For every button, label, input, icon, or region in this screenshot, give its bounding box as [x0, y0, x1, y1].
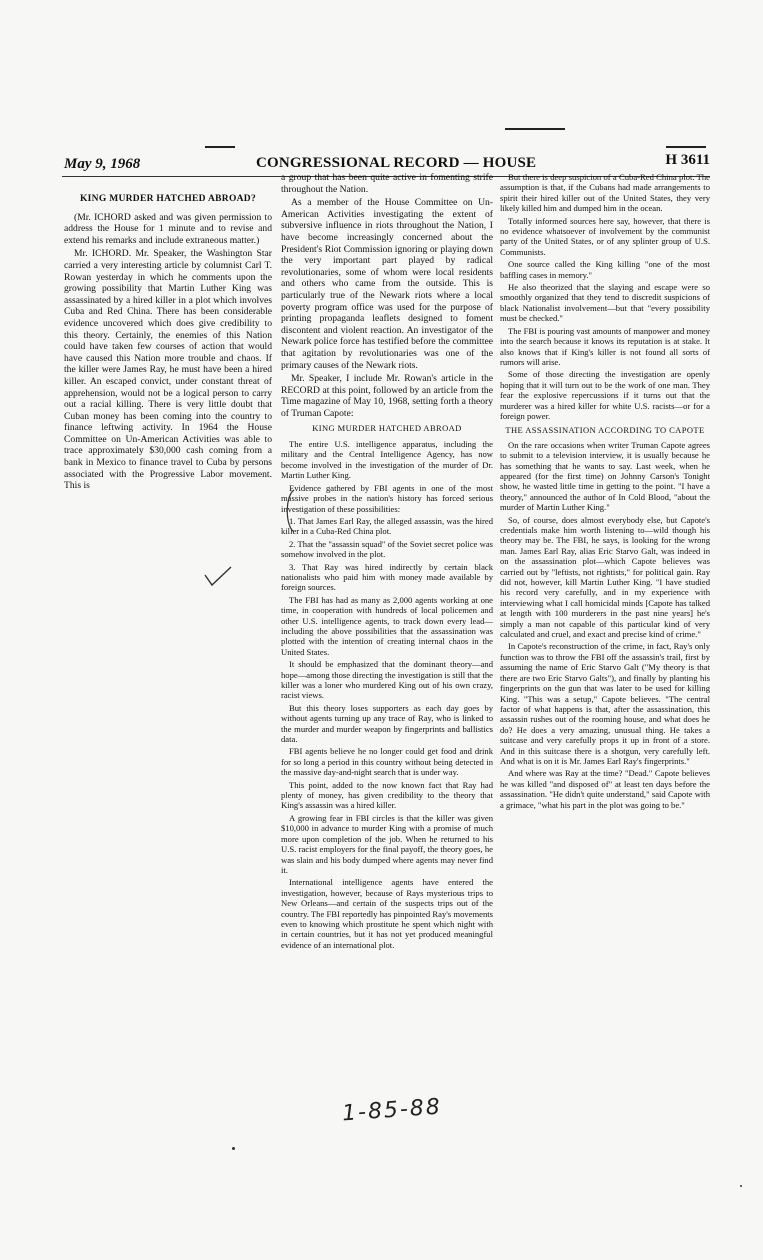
paragraph: He also theorized that the slaying and escape were so smoothly organized that they tend to discredit suspicions of black Nationalist involvement—but that "every possibility must be checked." [500, 282, 710, 324]
quote-paragraph: The entire U.S. intelligence apparatus, including the military and the Central Intelligence Agency, has now become involved in the investigation of the murder of Dr. Martin Luther King. [281, 439, 493, 481]
quote-paragraph: It should be emphasized that the dominant theory—and hope—among those directing the investigation is still that the killer was a loner who murdered King out of his own crazy, racist views. [281, 659, 493, 701]
paragraph: One source called the King killing "one of the most baffling cases in memory." [500, 259, 710, 280]
paragraph: a group that has been quite active in fomenting strife throughout the Nation. [281, 172, 493, 195]
top-rule [505, 128, 565, 130]
article-heading: KING MURDER HATCHED ABROAD? [79, 194, 257, 204]
handwritten-bracket-icon [282, 488, 296, 534]
paragraph: The FBI is pouring vast amounts of manpower and money into the search because it knows its reputation is at stake. It also knows that if King's killer is not found all sorts of rumors will arise. [500, 325, 710, 367]
top-rule [205, 146, 235, 148]
quote-paragraph: This point, added to the now known fact that Ray had plenty of money, has given credibility to the theory that King's assassin was a hired killer. [281, 779, 493, 811]
header-date: May 9, 1968 [64, 156, 141, 172]
paragraph: Some of those directing the investigation are openly hoping that it will turn out to be the work of one man. They fear the explosive repercussions if it turns out that the murderer was a hired killer for white U.S. racists—or for a foreign power. [500, 369, 710, 421]
quote-paragraph: A growing fear in FBI circles is that the killer was given $10,000 in advance to murder King with a promise of much more upon completion of the job. When he returned to his U.S. racist employers for the final payoff, the theory goes, he was slain and his body dumped where agents may never find it. [281, 812, 493, 875]
quote-paragraph: The FBI has had as many as 2,000 agents working at one time, in cooperation with hundreds of local policemen and other U.S. intelligence agents, to track down every lead—including the above possibilities that the assassination was plotted with the intention of creating internal chaos in the United States. [281, 594, 493, 657]
quoted-article [281, 439, 493, 950]
column-2 [281, 172, 493, 952]
quote-paragraph: International intelligence agents have entered the investigation, however, because of Rays mysterious trips to New Orleans—and certain of the suspects trips out of the country. The FBI reportedly has pinpointed Ray's movements even to knowing which prostitute he spent which night with in certain countries, but it has not yet produced meaningful evidence of an international plot. [281, 877, 493, 950]
paragraph: (Mr. ICHORD asked and was given permission to address the House for 1 minute and to revise and extend his remarks and include extraneous matter.) [64, 211, 272, 246]
quote-paragraph: But this theory loses supporters as each day goes by without agents turning up any trace of Ray, who is linked to the murder and murder weapon by fingerprints and ballistics data. [281, 702, 493, 745]
column-1 [64, 180, 272, 494]
quote-paragraph: On the rare occasions when writer Truman Capote agrees to submit to a television interview, it is usually because he has something that he wants to say. Last week, when he appeared (for the first time) on Johnny Carson's Tonight show, he wasted little time in getting to the point. "I have a theory," announced the author of In Cold Blood, "about the murder of Martin Luther King." [500, 439, 710, 513]
quote-paragraph: 3. That Ray was hired indirectly by certain black nationalists who paid him with money made available by foreign sources. [281, 561, 493, 593]
quoted-article-heading: KING MURDER HATCHED ABROAD [312, 423, 462, 434]
quote-paragraph: 1. That James Earl Ray, the alleged assassin, was the hired killer in a Cuba-Red China plot. [281, 515, 493, 537]
quote-paragraph: 2. That the "assassin squad" of the Soviet secret police was somehow involved in the plot. [281, 538, 493, 560]
quote-paragraph: In Capote's reconstruction of the crime, in fact, Ray's only function was to throw the FBI off the assassin's trail, first by assuming the name of Eric Starvo Galt ("My theory is that there are two Eric Starvo Galts"), and finally by planting his fingerprints on the gun that was later to be used for killing King. "This was a setup," Capote believes. "The central factor of what happens is that, after the assassination, this assassin rushes out of the rooming house, and what does he do? He does a very amazing, unusual thing. He takes a suitcase and very carefully props it up in front of a store. And in this suitcase there is a shotgun, very carefully left. And what is on it is Mr. James Earl Ray's fingerprints." [500, 641, 710, 766]
quoted-article-heading: THE ASSASSINATION ACCORDING TO CAPOTE [505, 425, 705, 436]
header-page-number: H 3611 [665, 152, 710, 168]
paragraph: Totally informed sources here say, however, that there is no evidence whatsoever of involvement by the communist party of the United States, or of any splinter group of U.S. Communists. [500, 215, 710, 257]
paragraph: Mr. Speaker, I include Mr. Rowan's article in the RECORD at this point, followed by an article from the Time magazine of May 10, 1968, setting forth a theory of Truman Capote: [281, 373, 493, 419]
paragraph: But there is deep suspicion of a Cuba-Red China plot. The assumption is that, if the Cubans had made arrangements to spirit their hired killer out of the United States, they very likely killed him and dumped him in the ocean. [500, 172, 710, 214]
quote-paragraph: Evidence gathered by FBI agents in one of the most massive probes in the nation's history has forced serious investigation of these possibilities: [281, 482, 493, 514]
paragraph: As a member of the House Committee on Un-American Activities investigating the extent of subversive influence in riots throughout the Nation, I have become increasingly concerned about the President's Riot Commission ignoring or playing down the very important part played by radical revolutionaries, some of whom were local residents and others who came from the outside. This is particularly true of the Newark riots where a local poverty program office was used for the purpose of printing propaganda leaflets designed to foment discontent and violent reaction. An investigator of the Newark police force has testified before the committee that agitation by revolutionaries was one of the primary causes of the Newark riots. [281, 197, 493, 371]
quote-paragraph: So, of course, does almost everybody else, but Capote's credentials make him worth listening to—wild though his theory may be. The FBI, he says, is looking for the wrong man. James Earl Ray, alias Eric Starvo Galt, was indeed in on the assassination plot—which Capote believes was carried out by "leftists, not rightists," for political gain. Ray did not, however, kill Martin Luther King. "I have studied his record very carefully, and in my experience with interviewing what I call homicidal minds [Capote has talked at length with 100 murderers in the past nine years] he's simply a man not capable of this particular kind of very calculated and cruel, and exact and precise kind of crime." [500, 514, 710, 640]
handwritten-checkmark-icon [203, 565, 233, 587]
quote-paragraph: FBI agents believe he no longer could get food and drink for so long a period in this country without being detected in the massive day-and-night search that is under way. [281, 746, 493, 778]
quote-paragraph: And where was Ray at the time? "Dead." Capote believes he was killed "and disposed of" at least ten days before the assassination. "He didn't quite understand," said Capote with a grimace, "what his part in the plot was going to be." [500, 768, 710, 810]
scan-speck [740, 1185, 742, 1187]
scan-speck [232, 1147, 235, 1150]
handwritten-note: 1-85-88 [341, 1094, 443, 1127]
header-title: CONGRESSIONAL RECORD — HOUSE [256, 155, 537, 171]
column-3 [500, 172, 710, 812]
top-rule [666, 146, 706, 148]
paragraph: Mr. ICHORD. Mr. Speaker, the Washington Star carried a very interesting article by columnist Carl T. Rowan yesterday in which he comments upon the growing possibility that Martin Luther King was assassinated by a hired killer in a plot which involves Cuba and Red China. There has been considerable evidence uncovered which does give credibility to this theory. Certainly, the enemies of this Nation could have taken few courses of action that would have caused this Nation more trouble and chaos. If the killer were James Ray, he must have been a hired killer. An escaped convict, under constant threat of apprehension, would not be a logical person to carry out a racial killing. There is very little doubt that Cuban money has been coming into the country to finance leftwing activity. In 1964 the House Committee on Un-American Activities was able to trace approximately $30,000 cash coming from a bank in Mexico to finance travel to Cuba by persons associated with the Progressive Labor movement. This is [64, 248, 272, 492]
